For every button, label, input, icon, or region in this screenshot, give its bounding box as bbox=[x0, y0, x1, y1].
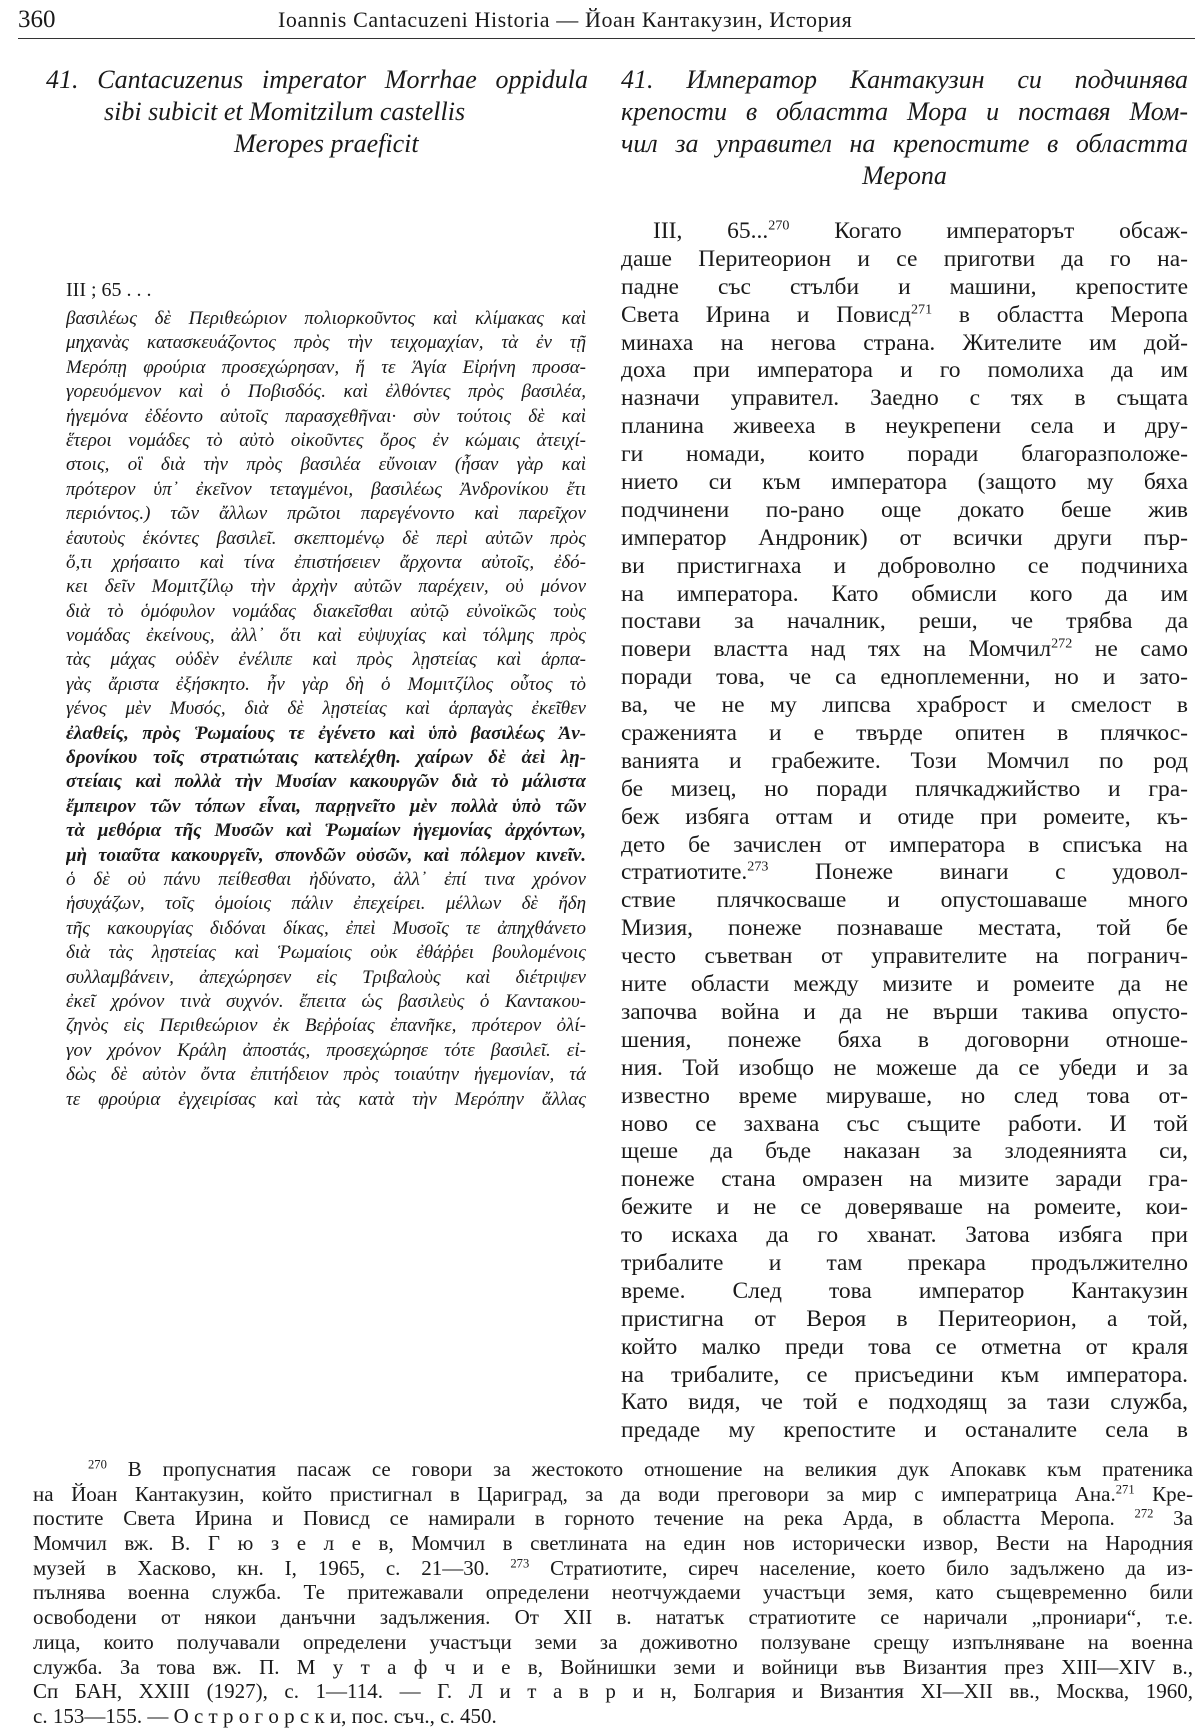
translation-line bbox=[621, 1166, 1188, 1194]
line-text: на Йоан Кантакузин, който пристигнал в Цариград, за да води преговори за мир с императрица Ана. bbox=[33, 1481, 1116, 1506]
translation-line bbox=[621, 1194, 1188, 1222]
line-text: нието си към императора (защото му бяха bbox=[621, 469, 1188, 496]
translation-line bbox=[621, 915, 1188, 943]
translation-line bbox=[621, 581, 1188, 609]
footnote-line bbox=[33, 1531, 1193, 1556]
translation-line bbox=[621, 302, 1188, 330]
footnote-line bbox=[33, 1580, 1193, 1605]
line-text: ните области между мизите и ромеите да не bbox=[621, 971, 1188, 998]
greek-line: ἡγεμόνα ἐδέοντο αὐτοῖς παρασχεθῆναι· σὺν τούτοις δὲ καὶ bbox=[66, 405, 586, 427]
footnotes bbox=[33, 1457, 1193, 1729]
translation-line bbox=[621, 1111, 1188, 1139]
greek-line: δὼς δὲ αὐτὸν ὄντα ἐπιτήδειον πρὸς τοιαύτην ἡγεμονίαν, τά bbox=[66, 1064, 586, 1086]
translation-line bbox=[621, 525, 1188, 553]
line-text: на императора. Като обмисли кого да им bbox=[621, 580, 1188, 607]
translation-line bbox=[621, 218, 1188, 246]
greek-line: τῆς κακουργίας διδόναι δίκας, ἐπεὶ Μυσοῖς τε ἀπηχθάνετο bbox=[66, 917, 586, 939]
greek-text-column bbox=[66, 307, 586, 1112]
translation-line bbox=[621, 859, 1188, 887]
footnote-line bbox=[33, 1630, 1193, 1655]
greek-line: στοις, οἳ διὰ τὴν πρὸς βασιλέα εὔνοιαν (ἦσαν γὰρ καὶ bbox=[66, 454, 586, 476]
line-text: предаде му крепостите и останалите села в bbox=[621, 1417, 1188, 1444]
translation-line bbox=[621, 246, 1188, 274]
line-text: пълнява военна служба. Те притежавали определени неотчуждаеми участъци земя, като същевременно били bbox=[33, 1580, 1193, 1605]
translation-line bbox=[621, 1027, 1188, 1055]
line-text: планина живееха в неукрепени села и дру- bbox=[621, 413, 1188, 440]
greek-line: τε φρούρια ἐγχειρίσας καὶ τὰς κατὰ τὴν Μερόπην ἄλλας bbox=[66, 1088, 586, 1110]
translation-line bbox=[621, 1278, 1188, 1306]
line-text: III, 65... bbox=[653, 218, 769, 244]
line-text: трибалите и там прекара продължително bbox=[621, 1249, 1188, 1276]
greek-source-reference: III ; 65 . . . bbox=[66, 279, 152, 301]
greek-line: γένος μὲν Μυσός, διὰ δὲ λῃστείας καὶ ἁρπαγὰς ἐκεῖθεν bbox=[66, 698, 586, 720]
line-text: минаха на негова страна. Жителите им дой- bbox=[621, 329, 1188, 356]
line-text: ствие плячкосваше и опустошаваше много bbox=[621, 887, 1188, 914]
line-text: който малко преди това се отметна от краля bbox=[621, 1333, 1188, 1360]
line-text: повери властта над тях на Момчил bbox=[621, 636, 1052, 663]
line-text: започва война и да не върши такива опусто- bbox=[621, 998, 1188, 1025]
greek-line: διὰ τὸ ὁμόφυλον νομάδας διακεῖσθαι αὐτῷ εὐνοϊκῶς τοὺς bbox=[66, 600, 586, 622]
footnote-line bbox=[33, 1506, 1193, 1531]
line-text: Понеже винаги с удовол- bbox=[768, 859, 1188, 886]
translation-line bbox=[621, 1138, 1188, 1166]
greek-line: κει δεῖν Μομιτζίλῳ τὴν ἀρχὴν αὐτῶν παρέχειν, οὐ μόνον bbox=[66, 576, 586, 598]
translation-line bbox=[621, 413, 1188, 441]
footnote-line bbox=[33, 1605, 1193, 1630]
translation-line bbox=[621, 664, 1188, 692]
greek-line: ζηνὸς εἰς Περιθεώριον ἐκ Βεῤῥοίας ἐπανῆκε, πρότερον ὀλί- bbox=[66, 1015, 586, 1037]
footnote-line bbox=[33, 1556, 1193, 1581]
line-text: Когато императорът обсаж- bbox=[789, 218, 1188, 244]
translation-line bbox=[621, 469, 1188, 497]
latin-chapter-title bbox=[46, 64, 588, 160]
footnote-ref: 272 bbox=[1134, 1506, 1154, 1521]
translation-line bbox=[621, 776, 1188, 804]
greek-line: μὴ τοιαῦτα κακουργεῖν, σπονδῶν οὐσῶν, καὶ πόλεμον κινεῖν. bbox=[66, 844, 586, 866]
line-text: Сп БАН, XXIII (1927), с. 1—114. — Г. Л и т а в р и н, Болгария и Византия XI—XII вв., Москва, 1960, bbox=[33, 1679, 1193, 1704]
line-text: не само bbox=[1072, 636, 1188, 663]
title-line: sibi subicit et Momitzilum castellis bbox=[104, 97, 466, 126]
footnote-ref: 273 bbox=[747, 859, 769, 876]
greek-line: διὰ τὰς λῃστείας καὶ Ῥωμαίοις οὐκ ἐθάῤῥει βουλομένοις bbox=[66, 942, 586, 964]
translation-line bbox=[621, 1362, 1188, 1390]
translation-line bbox=[621, 1083, 1188, 1111]
greek-line: ἡσυχάζων, τοῖς ὁμοίοις πάλιν ἐπεχείρει. μέλλων δὲ ἤδη bbox=[66, 893, 586, 915]
line-text: музей в Хасково, кн. I, 1965, с. 21—30. bbox=[33, 1555, 511, 1580]
translation-line bbox=[621, 1250, 1188, 1278]
greek-line: νομάδας ἐκείνους, ἀλλ᾽ ὅτι καὶ εὐψυχίας καὶ τόλμης πρὸς bbox=[66, 625, 586, 647]
title-line: Меропа bbox=[862, 161, 947, 190]
line-text: беж избяга оттам и отиде при ромеите, къ- bbox=[621, 803, 1188, 830]
footnote-line bbox=[33, 1482, 1193, 1507]
greek-line: συλλαμβάνειν, ἀπεχώρησεν εἰς Τριβαλοὺς καὶ διέτριψεν bbox=[66, 966, 586, 988]
line-text: ванията и грабежите. Този Момчил по род bbox=[621, 747, 1188, 774]
line-text: император Андроник) от всички други пър- bbox=[621, 524, 1188, 551]
line-text: сраженията и е твърде опитен в плячкос- bbox=[621, 720, 1188, 747]
greek-line: στείαις καὶ πολλὰ τὴν Μυσίαν κακουργῶν διὰ τὸ μάλιστα bbox=[66, 771, 586, 793]
line-text: бежите и не се доверяваше на ромеите, кои- bbox=[621, 1194, 1188, 1221]
line-text: понеже стана омразен на мизите заради гра- bbox=[621, 1166, 1188, 1193]
line-text: на трибалите, се присъедини към императора. bbox=[621, 1361, 1188, 1388]
greek-line: τὰς μάχας οὐδὲν ἐνέλιπε καὶ πρὸς λῃστείας καὶ ἁρπα- bbox=[66, 649, 586, 671]
footnote-line bbox=[33, 1655, 1193, 1680]
greek-line: βασιλέως δὲ Περιθεώριον πολιορκοῦντος καὶ κλίμακας καὶ bbox=[66, 308, 586, 329]
footnote-line bbox=[33, 1704, 1193, 1729]
greek-line: ὅ,τι χρήσαιτο καὶ τίνα ἐπιστήσειεν ἄρχοντα αὐτοῖς, ἐδό- bbox=[66, 551, 586, 573]
line-text: често съветван от управителите на погранич- bbox=[621, 943, 1188, 970]
line-text: с. 153—155. — О с т р о г о р с к и, пос. съч., с. 450. bbox=[33, 1703, 497, 1728]
translation-line bbox=[621, 1417, 1188, 1445]
title-line: Meropes praeficit bbox=[234, 129, 419, 158]
translation-line bbox=[621, 608, 1188, 636]
line-text: ния. Той изобщо не можеше да се убеди и за bbox=[621, 1054, 1188, 1081]
greek-line: ἕτεροι νομάδες τὸ αὐτὸ οἰκοῦντες ὄρος ἐν κώμαις ἀτειχί- bbox=[66, 429, 586, 451]
translation-line bbox=[621, 887, 1188, 915]
footnote-ref: 271 bbox=[1115, 1482, 1135, 1497]
page-number: 360 bbox=[18, 6, 56, 33]
line-text: щеше да бъде наказан за злодеянията си, bbox=[621, 1138, 1188, 1165]
greek-line: πρότερον ὑπ᾽ ἐκεῖνον τεταγμένοι, βασιλέως Ἀνδρονίκου ἔτι bbox=[66, 478, 586, 500]
greek-line: περιόντος.) τῶν ἄλλων πρῶτοι παρεγένοντο καὶ παρεῖχον bbox=[66, 503, 586, 525]
translation-line bbox=[621, 1334, 1188, 1362]
translation-line bbox=[621, 999, 1188, 1027]
footnote-line bbox=[33, 1457, 1193, 1482]
line-text: постите Света Ирина и Повисд се намирали в горното течение на река Арда, в областта Меропа. bbox=[33, 1506, 1135, 1531]
greek-line: ὁ δὲ οὐ πάνυ πείθεσθαι ἠδύνατο, ἀλλ᾽ ἐπί τινα χρόνον bbox=[66, 868, 586, 890]
greek-line: μηχανὰς κατασκευάζοντος πρὸς τὴν τειχομαχίαν, τὰ ἐν τῇ bbox=[66, 332, 586, 354]
line-text: постави за началник, реши, че трябва да bbox=[621, 608, 1188, 635]
translation-line bbox=[621, 943, 1188, 971]
greek-line: ἑαυτοὺς ἑκόντες βασιλεῖ. σκεπτομένῳ δὲ περὶ αὐτῶν πρὸς bbox=[66, 527, 586, 549]
line-text: Мизия, понеже познаваше местата, той бе bbox=[621, 915, 1188, 942]
translation-line bbox=[621, 748, 1188, 776]
line-text: назначи управител. Заедно с тях в същата bbox=[621, 385, 1188, 412]
greek-line: γορευόμενον καὶ ὁ Ποβισδός. καὶ ἐλθόντες πρὸς βασιλέα, bbox=[66, 381, 586, 403]
greek-line: γὰς ἄριστα ἐξήσκητο. ἦν γὰρ δὴ ὁ Μομιτζίλος οὗτος τὸ bbox=[66, 673, 586, 695]
greek-line: ἔμπειρον τῶν τόπων εἶναι, παρῃνεῖτο μὲν πολλὰ ὑπὸ τῶν bbox=[66, 795, 586, 817]
translation-line bbox=[621, 1389, 1188, 1417]
line-text: ново се захвана със същите работи. И той bbox=[621, 1110, 1188, 1137]
line-text: даше Перитеорион и се приготви да го на- bbox=[621, 245, 1188, 272]
line-text: шения, понеже бяха в договорни отноше- bbox=[621, 1026, 1188, 1053]
line-text: освободени от някои данъчни задължения. От XII в. нататък стратиотите се наричали „прониари“, т.е. bbox=[33, 1605, 1193, 1630]
greek-line: δρονίκου τοῖς στρατιώταις κατελέχθη. χαίρων δὲ ἀεὶ λῃ- bbox=[66, 747, 586, 769]
translation-line bbox=[621, 553, 1188, 581]
line-text: стратиотите. bbox=[621, 859, 748, 886]
translation-line bbox=[621, 330, 1188, 358]
line-text: дето бе зачислен от императора в списъка на bbox=[621, 831, 1188, 858]
translation-line bbox=[621, 971, 1188, 999]
footnote-ref: 272 bbox=[1051, 636, 1073, 652]
line-text: Света Ирина и Повисд bbox=[621, 301, 911, 328]
line-text: ги номади, които поради благоразположе- bbox=[621, 441, 1188, 468]
greek-line: ἐλαθείς, πρὸς Ῥωμαίους τε ἐγένετο καὶ ὑπὸ βασιλέως Ἀν- bbox=[66, 722, 586, 744]
title-line: крепости в областта Мора и поставя Мом- bbox=[621, 97, 1188, 126]
translation-line bbox=[621, 832, 1188, 860]
translation-line bbox=[621, 1222, 1188, 1250]
line-text: За bbox=[1153, 1506, 1193, 1531]
greek-line: γον χρόνον Κράλη ἀποστάς, προσεχώρησε τότε βασιλεῖ. εἰ- bbox=[66, 1039, 586, 1061]
translation-line bbox=[621, 274, 1188, 302]
bulgarian-chapter-title bbox=[621, 64, 1188, 192]
line-text: подчинени по-рано още докато беше жив bbox=[621, 496, 1188, 523]
line-text: пристигна от Вероя в Перитеорион, а той, bbox=[621, 1305, 1188, 1332]
line-text: то искаха да го хванат. Затова избяга при bbox=[621, 1222, 1188, 1249]
greek-line: τὰ μεθόρια τῆς Μυσῶν καὶ Ῥωμαίων ἡγεμονίας ἀρχόντων, bbox=[66, 820, 586, 842]
line-text: поради това, че са еднoплеменни, но и зато- bbox=[621, 664, 1188, 691]
footnote-ref: 270 bbox=[88, 1457, 107, 1472]
translation-line bbox=[621, 1055, 1188, 1083]
line-text: лица, които получавали определени участъци земи за доживотно ползуване срещу изпълняване на военна bbox=[33, 1629, 1193, 1654]
line-text: В пропуснатия пасаж се говори за жестокото отношение на великия дук Апокавк към пратеника bbox=[106, 1457, 1193, 1481]
line-text: служба. За това вж. П. М у т а ф ч и е в, Войнишки земи и войници във Византия през XIII—XIV в., bbox=[33, 1654, 1193, 1679]
greek-line: ἐκεῖ χρόνον τινὰ συχνόν. ἔπειτα ὡς βασιλεὺς ὁ Καντακου- bbox=[66, 990, 586, 1012]
footnote-ref: 273 bbox=[510, 1556, 530, 1571]
line-text: Стратиотите, сиреч население, което било задължено да из- bbox=[529, 1555, 1193, 1580]
footnote-line bbox=[33, 1679, 1193, 1704]
line-text: време. След това император Кантакузин bbox=[621, 1277, 1188, 1304]
translation-line bbox=[621, 497, 1188, 525]
line-text: ви пристигнаха и доброволно се подчиниха bbox=[621, 552, 1188, 579]
header-rule bbox=[18, 38, 1195, 39]
footnote-ref: 270 bbox=[768, 218, 790, 234]
title-line: 41. Cantacuzenus imperator Morrhae oppidula bbox=[46, 65, 588, 94]
translation-line bbox=[621, 357, 1188, 385]
line-text: Момчил вж. В. Г ю з е л е в, Момчил в светлината на един нов исторически извор, Вести на Народния bbox=[33, 1531, 1193, 1556]
greek-line: Μερόπῃ φρούρια προσεχώρησαν, ἥ τε Ἁγία Εἰρήνη προσα- bbox=[66, 356, 586, 378]
bulgarian-translation-column bbox=[621, 218, 1188, 1445]
title-line: чил за управител на крепостите в областта bbox=[621, 129, 1188, 158]
line-text: Като видя, че той е подходящ за тази служба, bbox=[621, 1389, 1188, 1416]
translation-line bbox=[621, 636, 1188, 664]
translation-line bbox=[621, 1306, 1188, 1334]
title-line: 41. Император Кантакузин си подчинява bbox=[621, 65, 1188, 94]
line-text: в областта Меропа bbox=[932, 301, 1188, 328]
line-text: ва, че не му липсва храброст и смелост в bbox=[621, 692, 1188, 719]
translation-line bbox=[621, 720, 1188, 748]
translation-line bbox=[621, 804, 1188, 832]
line-text: доха при императора и го помолиха да им bbox=[621, 357, 1188, 384]
line-text: Кре- bbox=[1134, 1481, 1193, 1506]
running-title: Ioannis Cantacuzeni Historia — Йоан Кантакузин, История bbox=[278, 7, 853, 32]
line-text: известно време мируваше, но след това от- bbox=[621, 1082, 1188, 1109]
translation-line bbox=[621, 385, 1188, 413]
footnote-ref: 271 bbox=[910, 301, 933, 318]
line-text: бе мизец, но поради плячкаджийство и гра- bbox=[621, 775, 1188, 802]
translation-line bbox=[621, 692, 1188, 720]
translation-line bbox=[621, 441, 1188, 469]
line-text: падне със стълби и машини, крепостите bbox=[621, 273, 1188, 300]
